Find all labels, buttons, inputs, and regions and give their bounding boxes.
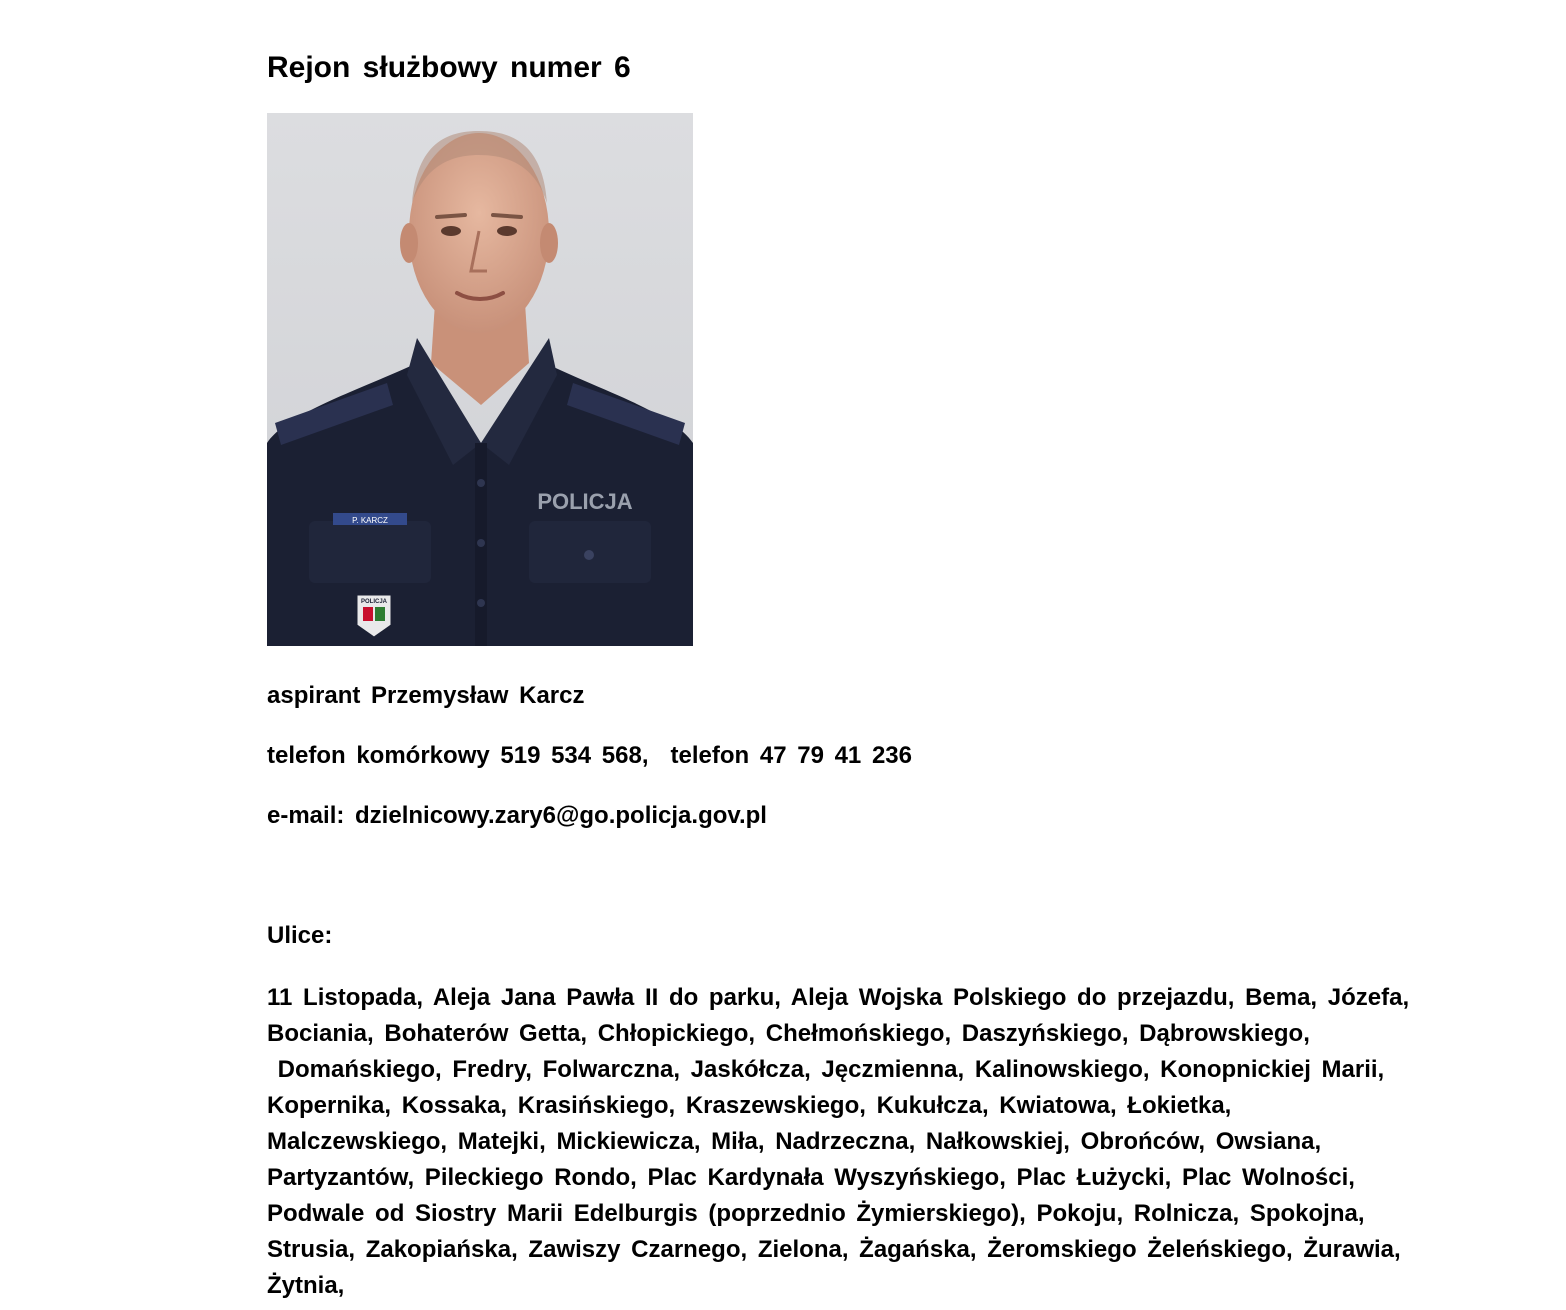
streets-line: Domańskiego, Fredry, Folwarczna, Jaskółcza, Jęczmienna, Kalinowskiego, Konopnickiej Marii, xyxy=(267,1056,1385,1083)
streets-line: Bociania, Bohaterów Getta, Chłopickiego, Chełmońskiego, Daszyńskiego, Dąbrowskiego, xyxy=(267,1020,1310,1047)
streets-line: Żytnia, xyxy=(267,1272,345,1299)
streets-heading: Ulice: xyxy=(267,922,333,949)
badge-text: POLICJA xyxy=(360,599,388,605)
streets-line: Partyzantów, Pileckiego Rondo, Plac Kardynała Wyszyńskiego, Plac Łużycki, Plac Wolności, xyxy=(267,1164,1355,1191)
streets-line: Kopernika, Kossaka, Krasińskiego, Kraszewskiego, Kukułcza, Kwiatowa, Łokietka, xyxy=(267,1092,1232,1119)
streets-line: Strusia, Zakopiańska, Zawiszy Czarnego, Zielona, Żagańska, Żeromskiego Żeleńskiego, Żurawia, xyxy=(267,1236,1401,1263)
page-title: Rejon służbowy numer 6 xyxy=(267,51,631,84)
officer-name: aspirant Przemysław Karcz xyxy=(267,682,585,709)
uniform-text: POLICJA xyxy=(537,489,633,514)
streets-list xyxy=(267,980,1519,1304)
name-tag-text: P. KARCZ xyxy=(352,516,388,525)
streets-line: Podwale od Siostry Marii Edelburgis (poprzednio Żymierskiego), Pokoju, Rolnicza, Spokojna, xyxy=(267,1200,1365,1227)
officer-photo xyxy=(267,113,693,646)
officer-email: e-mail: dzielnicowy.zary6@go.policja.gov.pl xyxy=(267,802,767,829)
streets-line: Malczewskiego, Matejki, Mickiewicza, Miła, Nadrzeczna, Nałkowskiej, Obrońców, Owsiana, xyxy=(267,1128,1322,1155)
mobile-phone: telefon komórkowy 519 534 568, xyxy=(267,742,649,769)
officer-phones xyxy=(267,740,912,772)
streets-line: 11 Listopada, Aleja Jana Pawła II do parku, Aleja Wojska Polskiego do przejazdu, Bema, Józefa, xyxy=(267,984,1410,1011)
landline-phone: telefon 47 79 41 236 xyxy=(670,742,912,769)
